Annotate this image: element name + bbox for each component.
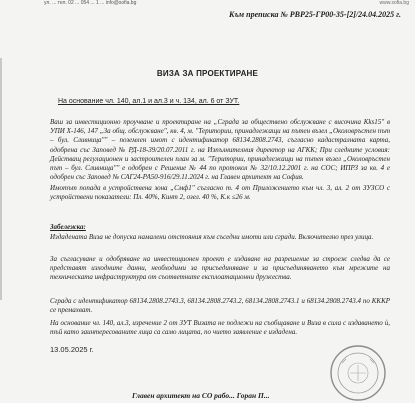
note-item: Издадената Виза не допуска намалени отстояния към съседни имоти или сгради. Включително през улица.	[50, 233, 374, 241]
note-item: Сграда с идентификатор 68134.2808.2743.3, 68134.2808.2743.2, 68134.2808.2743.1 и 68134.2808.2743.4 по КККР се премахват.	[50, 297, 390, 315]
letterhead-strip	[0, 0, 415, 7]
letterhead-website: www.sofia.bg	[379, 0, 409, 6]
paragraph-main: Ваш за инвестиционно проучване и проектиране на „Сграда за обществено обслужване с височина Kks15" в УПИ Х-146, 147 „За общ. обслужване", кв. 4, м. "Територии, принадлежащи на пътен възел „Околовръстен път – бул. Сливница"" – поземлен имот с идентификатор 68134.2808.2743, съгласно кадастралната карта, одобрена със Заповед № РД-18-39/20.07.2011 г. на Изпълнителния директор на АГКК; При следните условия: Действащ регулационен и застроителен план за м. "Територии, принадлежащи на пътен възел „Околовръстен път – бул. Сливница"" е одобрен с Решение № 44 по протокол № 32/10.12.2001 г. на СОС; ИПРЗ за кв. 4 е одобрен със Заповед № САГ24-РА50-916/29.11.2024 г. на Главен архитект на София.	[50, 118, 390, 182]
paragraph-zone: Имотът попада в устройствена зона „Смф1" съгласно т. 4 от Приложението към чл. 3, ал. 2 от ЗУЗСО с устройствени показатели: Пл. 40%, Кинт 2, озел. 40 %, К.к ≤26 м.	[50, 184, 390, 202]
official-stamp	[328, 343, 388, 403]
letterhead-contact: ул. ... тел. 02 ... 054 ... 1 ... info@sofia.bg	[44, 0, 137, 6]
issue-date: 13.05.2025 г.	[50, 345, 94, 354]
notes-heading: Забележка:	[50, 223, 86, 231]
scan-edge-mark	[0, 58, 2, 300]
legal-basis: На основание чл. 140, ал.1 и ал.3 и ч. 134, ал. 6 от ЗУТ.	[58, 98, 240, 105]
note-item: За съгласуване и одобряване на инвестиционен проект е издаване на разрешение за строеж следва да се представят изходните данни, необходими за присъединяване и за присъединяването към мрежите на техническата инфраструктура от съответните експлоатационни дружества.	[50, 255, 390, 282]
page-title: ВИЗА ЗА ПРОЕКТИРАНЕ	[156, 69, 259, 78]
signatory-line: Главен архитект на СО рабо... Горан П...	[132, 391, 270, 400]
case-reference: Към преписка № РВР25-ГР00-35-[2]/24.04.2025 г.	[229, 10, 401, 19]
note-item: На основание чл. 140, ал.3, изречение 2 от ЗУТ Визата не подлежи на съобщаване и Виза в сила с издаването ѝ, тъй като заинтересованите лица са само лицата, по чието заявление е издадена.	[50, 319, 390, 337]
